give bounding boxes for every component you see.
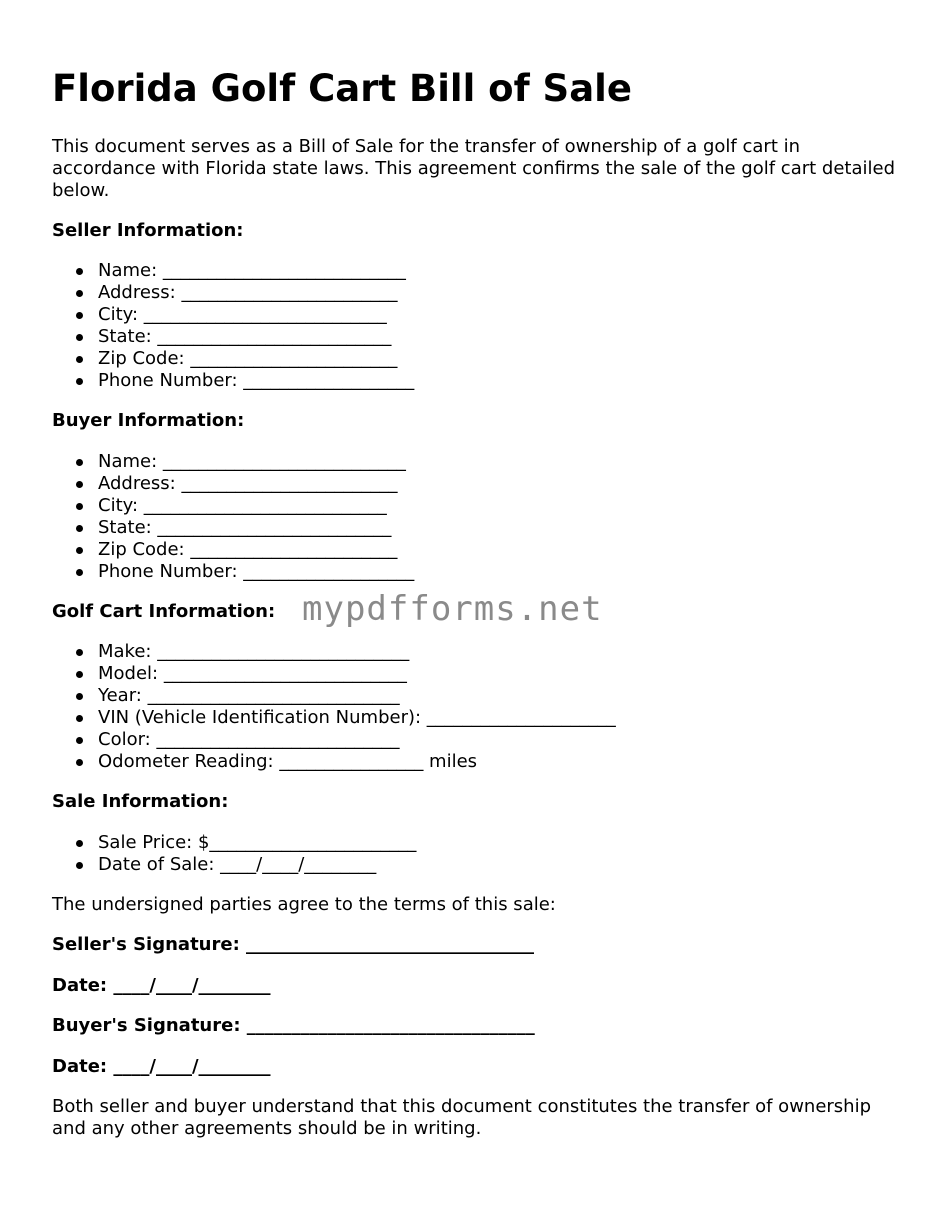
agreement-statement: The undersigned parties agree to the terms of this sale:	[52, 894, 556, 915]
cart-color-field: Color: ___________________________	[98, 729, 616, 751]
buyer-name-field: Name: ___________________________	[98, 451, 414, 473]
buyer-state-field: State: __________________________	[98, 517, 414, 539]
seller-address-field: Address: ________________________	[98, 282, 414, 304]
seller-list	[52, 260, 414, 392]
cart-list	[52, 641, 616, 773]
buyer-date-line: Date: ____/____/________	[52, 1056, 271, 1077]
seller-name-field: Name: ___________________________	[98, 260, 414, 282]
sale-heading: Sale Information:	[52, 791, 229, 812]
seller-phone-field: Phone Number: ___________________	[98, 370, 415, 391]
page-title: Florida Golf Cart Bill of Sale	[52, 67, 632, 110]
seller-zip-field: Zip Code: _______________________	[98, 348, 414, 370]
seller-signature-line: Seller's Signature: ________________________________	[52, 934, 535, 955]
cart-year-field: Year: ____________________________	[98, 685, 616, 707]
intro-paragraph: This document serves as a Bill of Sale for the transfer of ownership of a golf cart in accordance with Florida state laws. This agreement confirms the sale of the golf cart detailed below.	[52, 136, 896, 201]
buyer-heading: Buyer Information:	[52, 410, 245, 431]
cart-make-field: Make: ____________________________	[98, 641, 616, 663]
buyer-list	[52, 451, 414, 583]
buyer-city-field: City: ___________________________	[98, 495, 414, 517]
buyer-signature-line: Buyer's Signature: ________________________________	[52, 1015, 535, 1036]
buyer-zip-field: Zip Code: _______________________	[98, 539, 414, 561]
sale-price-field: Sale Price: $_______________________	[98, 832, 417, 853]
closing-paragraph: Both seller and buyer understand that this document constitutes the transfer of ownership and any other agreements should be in writing.	[52, 1096, 872, 1139]
buyer-phone-field: Phone Number: ___________________	[98, 561, 415, 582]
cart-vin-field: VIN (Vehicle Identification Number): _____________________	[98, 707, 616, 728]
seller-heading: Seller Information:	[52, 220, 244, 241]
cart-model-field: Model: ___________________________	[98, 663, 616, 685]
watermark: mypdfforms.net	[302, 589, 603, 629]
seller-state-field: State: __________________________	[98, 326, 414, 348]
buyer-address-field: Address: ________________________	[98, 473, 414, 495]
sale-list	[52, 832, 416, 876]
seller-city-field: City: ___________________________	[98, 304, 414, 326]
seller-date-line: Date: ____/____/________	[52, 975, 271, 996]
sale-date-field: Date of Sale: ____/____/________	[98, 854, 416, 876]
cart-odometer-field: Odometer Reading: ________________ miles	[98, 751, 616, 773]
cart-heading: Golf Cart Information:	[52, 601, 276, 622]
